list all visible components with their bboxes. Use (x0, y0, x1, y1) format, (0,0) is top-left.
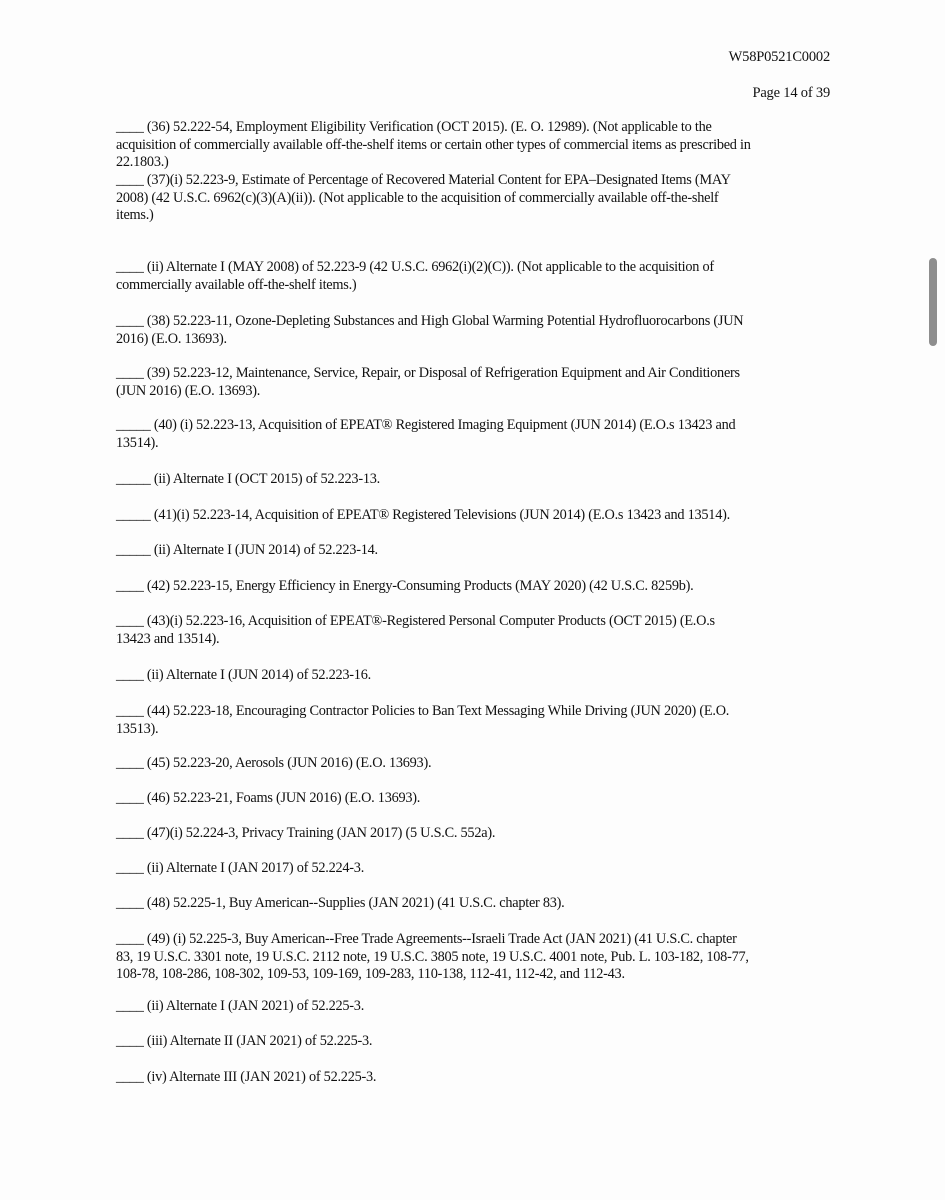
clause-line: ____ (iii) Alternate II (JAN 2021) of 52.225-3. (116, 1033, 373, 1049)
clause-item (116, 667, 836, 685)
clause-line: 2016) (E.O. 13693). (116, 330, 227, 347)
clause-line: 2008) (42 U.S.C. 6962(c)(3)(A)(ii)). (Not applicable to the acquisition of commercially available off-the-shelf (116, 189, 719, 206)
clause-item (116, 507, 836, 525)
clause-item (116, 755, 836, 773)
clause-item (116, 119, 836, 172)
clause-line: 83, 19 U.S.C. 3301 note, 19 U.S.C. 2112 note, 19 U.S.C. 3805 note, 19 U.S.C. 4001 note, Pub. L. 103-182, 108-77, (116, 948, 749, 965)
clause-line: 13514). (116, 434, 159, 451)
clause-item (116, 365, 836, 400)
clause-line: ____ (46) 52.223-21, Foams (JUN 2016) (E.O. 13693). (116, 790, 421, 806)
clause-line: ____ (47)(i) 52.224-3, Privacy Training (JAN 2017) (5 U.S.C. 552a). (116, 825, 496, 841)
clause-item (116, 998, 836, 1016)
clause-item (116, 790, 836, 808)
clause-item (116, 542, 836, 560)
clause-line: commercially available off-the-shelf items.) (116, 276, 357, 293)
clause-item (116, 417, 836, 452)
clause-line: ____ (ii) Alternate I (MAY 2008) of 52.223-9 (42 U.S.C. 6962(i)(2)(C)). (Not applicable to the acquisition of (116, 259, 714, 275)
clause-item (116, 825, 836, 843)
clause-item (116, 703, 836, 738)
clause-item (116, 471, 836, 489)
page-number: Page 14 of 39 (752, 85, 830, 101)
clause-item (116, 172, 836, 225)
clause-line: ____ (48) 52.225-1, Buy American--Supplies (JAN 2021) (41 U.S.C. chapter 83). (116, 895, 565, 911)
clause-line: items.) (116, 207, 154, 223)
scrollbar[interactable] (929, 258, 937, 346)
clause-item (116, 613, 836, 648)
clause-item (116, 1069, 836, 1087)
clause-line: ____ (38) 52.223-11, Ozone-Depleting Substances and High Global Warming Potential Hydrofluorocarbons (JUN (116, 313, 744, 329)
clause-item (116, 1033, 836, 1051)
clause-item (116, 313, 836, 348)
clause-line: ____ (44) 52.223-18, Encouraging Contractor Policies to Ban Text Messaging While Driving (JUN 2020) (E.O. (116, 703, 730, 719)
clause-line: ____ (42) 52.223-15, Energy Efficiency in Energy-Consuming Products (MAY 2020) (42 U.S.C. 8259b). (116, 578, 694, 594)
clause-line: ____ (43)(i) 52.223-16, Acquisition of EPEAT®-Registered Personal Computer Products (OCT 2015) (E.O.s (116, 613, 715, 629)
clause-line: ____ (ii) Alternate I (JUN 2014) of 52.223-16. (116, 667, 371, 683)
clause-line: _____ (ii) Alternate I (JUN 2014) of 52.223-14. (116, 542, 378, 558)
clause-line: _____ (40) (i) 52.223-13, Acquisition of EPEAT® Registered Imaging Equipment (JUN 2014) (E.O.s 13423 and (116, 417, 736, 433)
clause-line: _____ (ii) Alternate I (OCT 2015) of 52.223-13. (116, 471, 380, 487)
clause-line: acquisition of commercially available off-the-shelf items or certain other types of commercial items as prescribed in (116, 136, 751, 153)
clause-line: ____ (ii) Alternate I (JAN 2021) of 52.225-3. (116, 998, 365, 1014)
clause-line: ____ (45) 52.223-20, Aerosols (JUN 2016) (E.O. 13693). (116, 755, 432, 771)
clause-line: 108-78, 108-286, 108-302, 109-53, 109-169, 109-283, 110-138, 112-41, 112-42, and 112-43. (116, 966, 625, 982)
clause-line: ____ (39) 52.223-12, Maintenance, Service, Repair, or Disposal of Refrigeration Equipment and Air Conditioners (116, 365, 740, 381)
clause-line: _____ (41)(i) 52.223-14, Acquisition of EPEAT® Registered Televisions (JUN 2014) (E.O.s 13423 and 13514). (116, 507, 730, 523)
clause-line: ____ (ii) Alternate I (JAN 2017) of 52.224-3. (116, 860, 365, 876)
clause-item (116, 578, 836, 596)
clause-line: 13423 and 13514). (116, 630, 220, 647)
clause-item (116, 860, 836, 878)
clause-line: ____ (37)(i) 52.223-9, Estimate of Percentage of Recovered Material Content for EPA–Designated Items (MAY (116, 172, 731, 188)
clause-line: (JUN 2016) (E.O. 13693). (116, 382, 261, 399)
contract-number: W58P0521C0002 (728, 49, 830, 65)
clause-item (116, 931, 836, 984)
clause-item (116, 259, 836, 294)
clause-line: ____ (36) 52.222-54, Employment Eligibility Verification (OCT 2015). (E. O. 12989). (Not applicable to the (116, 119, 712, 135)
clause-line: ____ (iv) Alternate III (JAN 2021) of 52.225-3. (116, 1069, 377, 1085)
clause-item (116, 895, 836, 913)
clause-line: ____ (49) (i) 52.225-3, Buy American--Free Trade Agreements--Israeli Trade Act (JAN 2021) (41 U.S.C. chapter (116, 931, 737, 947)
clause-line: 22.1803.) (116, 154, 169, 170)
clause-line: 13513). (116, 720, 159, 737)
